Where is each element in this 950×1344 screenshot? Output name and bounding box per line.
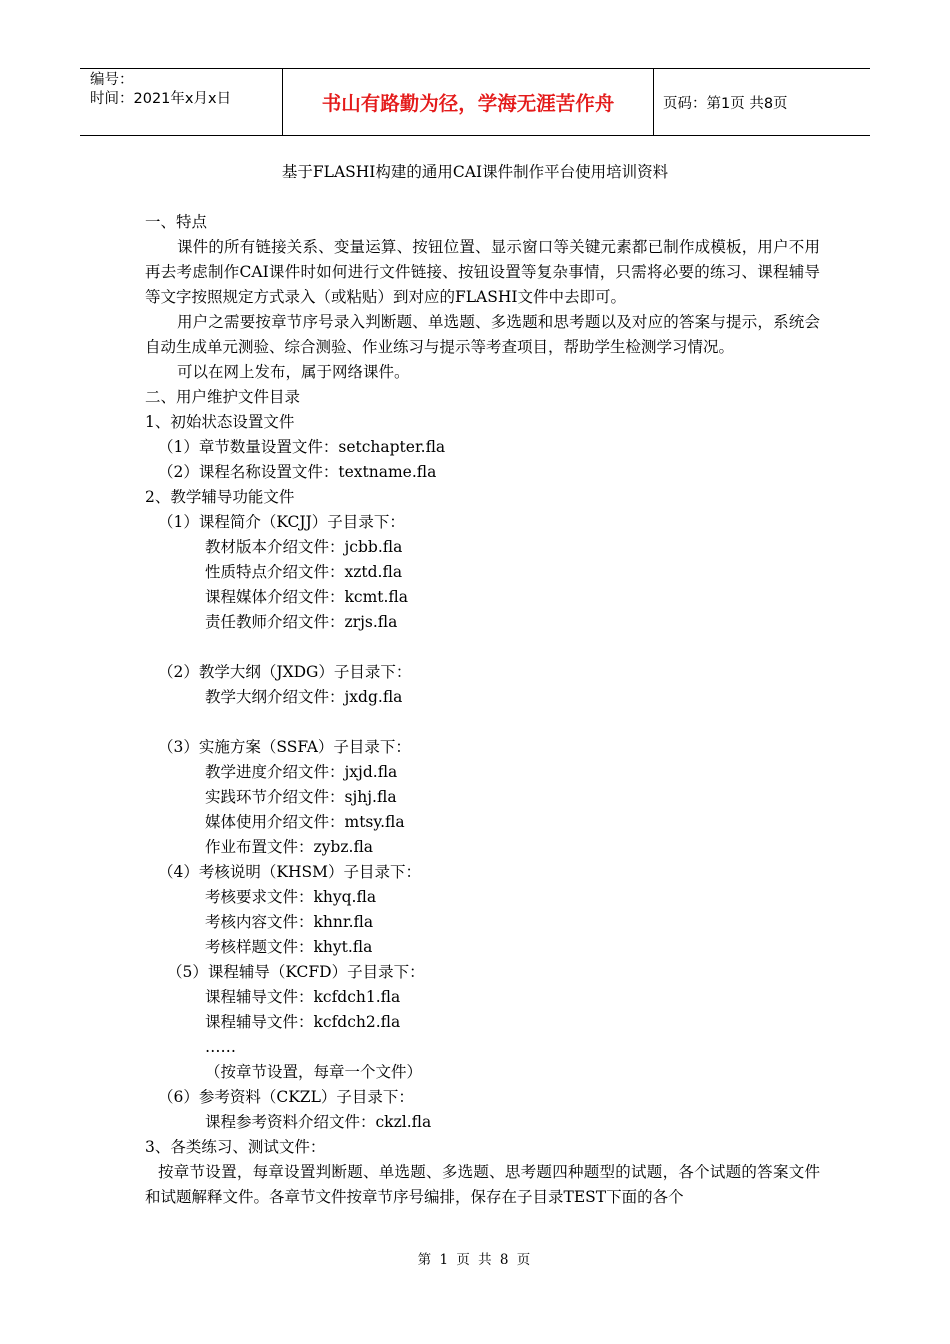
- list-item: 责任教师介绍文件：zrjs.fla: [205, 613, 398, 631]
- page-footer: 第 1 页 共 8 页: [417, 1252, 533, 1268]
- group-heading-ckzl: （6）参考资料（CKZL）子目录下：: [158, 1088, 414, 1106]
- list-item: 媒体使用介绍文件：mtsy.fla: [205, 813, 405, 831]
- paragraph: 可以在网上发布，属于网络课件。: [177, 363, 410, 381]
- header-motto: 书山有路勤为径，学海无涯苦作舟: [282, 69, 654, 135]
- list-item: 考核要求文件：khyq.fla: [205, 888, 377, 906]
- list-item: 教学进度介绍文件：jxjd.fla: [205, 763, 398, 781]
- paragraph: 用户之需要按章节序号录入判断题、单选题、多选题和思考题以及对应的答案与提示，系统会自动生成单元测验、综合测验、作业练习与提示等考查项目，帮助学生检测学习情况。: [145, 313, 820, 356]
- list-item: 教材版本介绍文件：jcbb.fla: [205, 538, 403, 556]
- header-page-code: 页码：第1页 共8页: [663, 95, 788, 112]
- subsection-heading: 1、初始状态设置文件: [145, 413, 295, 431]
- page-header: [80, 68, 870, 136]
- list-item: （1）章节数量设置文件：setchapter.fla: [158, 438, 446, 456]
- subsection-heading: 2、教学辅导功能文件: [145, 488, 295, 506]
- group-heading-ssfa: （3）实施方案（SSFA）子目录下：: [158, 738, 411, 756]
- list-item: ……: [205, 1038, 236, 1056]
- section-heading: 二、用户维护文件目录: [145, 388, 301, 406]
- list-item: 性质特点介绍文件：xztd.fla: [205, 563, 403, 581]
- paragraph: 课件的所有链接关系、变量运算、按钮位置、显示窗口等关键元素都已制作成模板，用户不用再去考虑制作CAI课件时如何进行文件链接、按钮设置等复杂事情，只需将必要的练习、课程辅导等文字按照规定方式录入（或粘贴）到对应的FLASHI文件中去即可。: [145, 238, 820, 306]
- list-item: 课程辅导文件：kcfdch2.fla: [205, 1013, 401, 1031]
- group-heading-kcfd: （5）课程辅导（KCFD）子目录下：: [167, 963, 425, 981]
- blank-line: [145, 635, 820, 660]
- list-item: （2）课程名称设置文件：textname.fla: [158, 463, 437, 481]
- list-item: 课程参考资料介绍文件：ckzl.fla: [205, 1113, 432, 1131]
- list-item: 教学大纲介绍文件：jxdg.fla: [205, 688, 403, 706]
- list-item: 实践环节介绍文件：sjhj.fla: [205, 788, 397, 806]
- paragraph: 按章节设置，每章设置判断题、单选题、多选题、思考题四种题型的试题，各个试题的答案文件和试题解释文件。各章节文件按章节序号编排，保存在子目录TEST下面的各个: [145, 1163, 820, 1206]
- group-heading-khsm: （4）考核说明（KHSM）子目录下：: [158, 863, 421, 881]
- list-item: （按章节设置，每章一个文件）: [205, 1063, 423, 1081]
- list-item: 考核内容文件：khnr.fla: [205, 913, 374, 931]
- header-meta: [80, 69, 282, 135]
- list-item: 作业布置文件：zybz.fla: [205, 838, 374, 856]
- section-heading: 一、特点: [145, 213, 208, 231]
- group-heading-jxdg: （2）教学大纲（JXDG）子目录下：: [158, 663, 412, 681]
- list-item: 考核样题文件：khyt.fla: [205, 938, 373, 956]
- document-time-label: 时间：2021年x月x日: [90, 91, 232, 107]
- list-item: 课程辅导文件：kcfdch1.fla: [205, 988, 401, 1006]
- list-item: 课程媒体介绍文件：kcmt.fla: [205, 588, 409, 606]
- document-number-label: 编号：: [90, 72, 134, 88]
- blank-line: [145, 710, 820, 735]
- document-body: [145, 210, 820, 1210]
- group-heading-kcjj: （1）课程简介（KCJJ）子目录下：: [158, 513, 405, 531]
- subsection-heading: 3、各类练习、测试文件：: [145, 1138, 326, 1156]
- document-title: 基于FLASHI构建的通用CAI课件制作平台使用培训资料: [281, 163, 669, 181]
